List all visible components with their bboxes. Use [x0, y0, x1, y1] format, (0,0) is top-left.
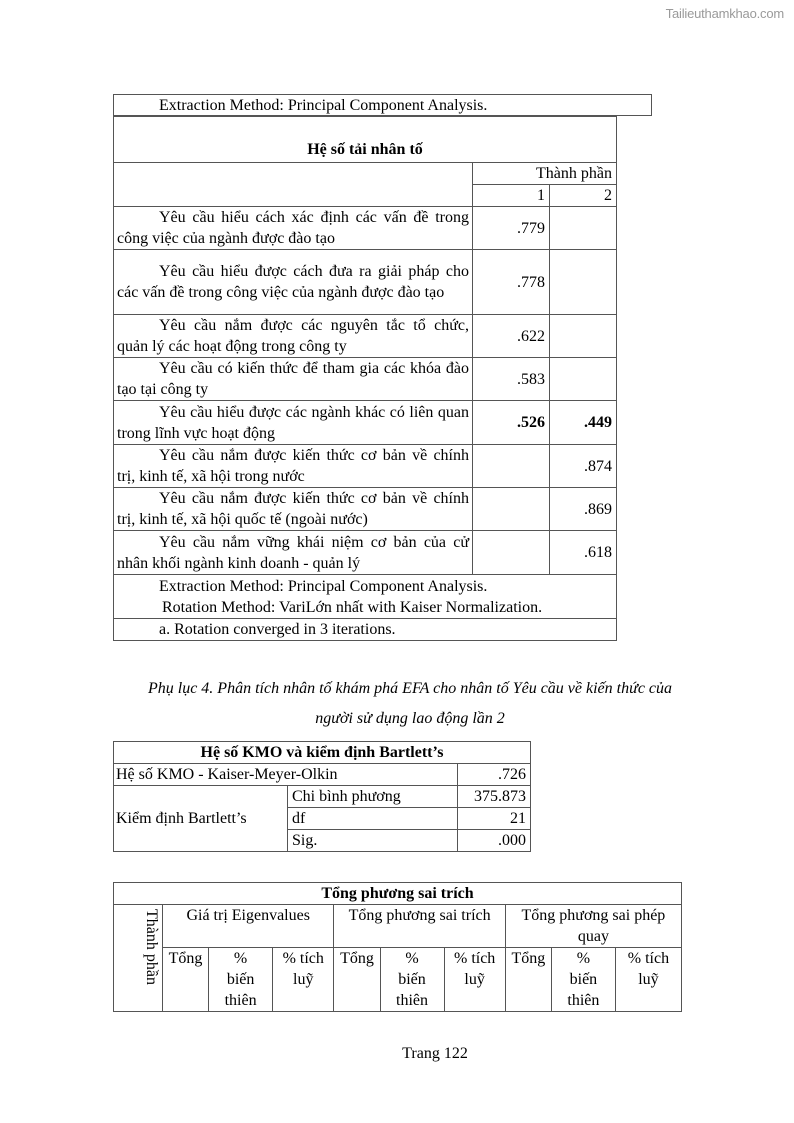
sub-header-total: Tổng — [334, 948, 380, 1012]
loading-c1: .583 — [473, 358, 550, 401]
loading-c2 — [550, 315, 617, 358]
kmo-bartlett-table — [113, 741, 531, 852]
sub-header-total: Tổng — [505, 948, 551, 1012]
appendix-caption — [100, 674, 720, 734]
factor-loadings-title: Hệ số tải nhân tố — [114, 117, 617, 163]
caption-line-2: người sử dụng lao động lần 2 — [315, 710, 505, 727]
table-row — [114, 445, 617, 488]
component-1-header: 1 — [473, 185, 550, 207]
loading-c1: .526 — [473, 401, 550, 445]
item-label: Yêu cầu hiểu được cách đưa ra giải pháp cho các vấn đề trong công việc của ngành được đào tạo — [117, 263, 469, 301]
loading-c2: .869 — [550, 488, 617, 531]
sub-header-pct-variance: % biến thiên — [209, 948, 273, 1012]
table-row — [114, 488, 617, 531]
blank-header-cell — [114, 163, 473, 207]
loading-c2 — [550, 207, 617, 250]
bartlett-stat-label: Sig. — [288, 830, 458, 852]
caption-line-1: Phụ lục 4. Phân tích nhân tố khám phá EFA cho nhân tố Yêu cầu về kiến thức của — [147, 680, 673, 697]
item-label: Yêu cầu hiểu được các ngành khác có liên quan trong lĩnh vực hoạt động — [117, 403, 469, 442]
item-label: Yêu cầu nắm được kiến thức cơ bản về chính trị, kinh tế, xã hội quốc tế (ngoài nước) — [117, 490, 469, 528]
group-header-eigenvalues: Giá trị Eigenvalues — [163, 905, 334, 948]
sub-header-cumulative: % tích luỹ — [444, 948, 505, 1012]
sub-header-pct-variance: % biến thiên — [551, 948, 615, 1012]
extraction-note-top: Extraction Method: Principal Component Analysis. — [113, 94, 652, 116]
component-header: Thành phần — [473, 163, 617, 185]
loading-c1: .779 — [473, 207, 550, 250]
loading-c1: .622 — [473, 315, 550, 358]
page-number: Trang 122 — [402, 1045, 468, 1062]
item-label: Yêu cầu nắm vững khái niệm cơ bản của cử nhân khối ngành kinh doanh - quản lý — [117, 533, 469, 572]
item-label: Yêu cầu nắm được kiến thức cơ bản về chính trị, kinh tế, xã hội trong nước — [117, 447, 469, 485]
table-row — [114, 531, 617, 575]
bartlett-stat-value: 375.873 — [458, 786, 531, 808]
bartlett-stat-label: df — [288, 808, 458, 830]
factor-loadings-table — [113, 116, 617, 641]
component-2-header: 2 — [550, 185, 617, 207]
footer-converged: a. Rotation converged in 3 iterations. — [114, 619, 617, 641]
component-column-header: Thành phần — [114, 905, 163, 1012]
sub-header-total: Tổng — [163, 948, 209, 1012]
bartlett-stat-value: 21 — [458, 808, 531, 830]
group-header-extraction: Tổng phương sai trích — [334, 905, 505, 948]
item-label: Yêu cầu có kiến thức để tham gia các khóa đào tạo tại công ty — [117, 360, 469, 398]
sub-header-cumulative: % tích luỹ — [273, 948, 334, 1012]
footer-methods — [114, 575, 617, 619]
kmo-table-title: Hệ số KMO và kiểm định Bartlett’s — [114, 742, 531, 764]
sub-header-pct-variance: % biến thiên — [380, 948, 444, 1012]
bartlett-label: Kiểm định Bartlett’s — [114, 786, 288, 852]
item-label: Yêu cầu nắm được các nguyên tắc tổ chức, quản lý các hoạt động trong công ty — [117, 317, 469, 355]
loading-c1: .778 — [473, 250, 550, 315]
bartlett-stat-value: .000 — [458, 830, 531, 852]
variance-table-title: Tổng phương sai trích — [114, 883, 682, 905]
loading-c1 — [473, 531, 550, 575]
loading-c2 — [550, 250, 617, 315]
variance-explained-table — [113, 882, 682, 1012]
loading-c2: .618 — [550, 531, 617, 575]
loading-c2 — [550, 358, 617, 401]
sub-header-cumulative: % tích luỹ — [615, 948, 681, 1012]
footer-rotation: Rotation Method: VariLớn nhất with Kaiser Normalization. — [162, 598, 543, 616]
table-row — [114, 401, 617, 445]
loading-c1 — [473, 488, 550, 531]
watermark: Tailieuthamkhao.com — [665, 6, 784, 21]
loading-c2: .874 — [550, 445, 617, 488]
footer-extraction: Extraction Method: Principal Component Analysis. — [159, 577, 488, 595]
table-row — [114, 315, 617, 358]
bartlett-stat-label: Chi bình phương — [288, 786, 458, 808]
loading-c1 — [473, 445, 550, 488]
kmo-label: Hệ số KMO - Kaiser-Meyer-Olkin — [114, 764, 458, 786]
loading-c2: .449 — [550, 401, 617, 445]
table-row — [114, 358, 617, 401]
item-label: Yêu cầu hiểu cách xác định các vấn đề trong công việc của ngành được đào tạo — [117, 209, 469, 247]
table-row — [114, 250, 617, 315]
kmo-value: .726 — [458, 764, 531, 786]
group-header-rotation: Tổng phương sai phép quay — [505, 905, 681, 948]
table-row — [114, 207, 617, 250]
